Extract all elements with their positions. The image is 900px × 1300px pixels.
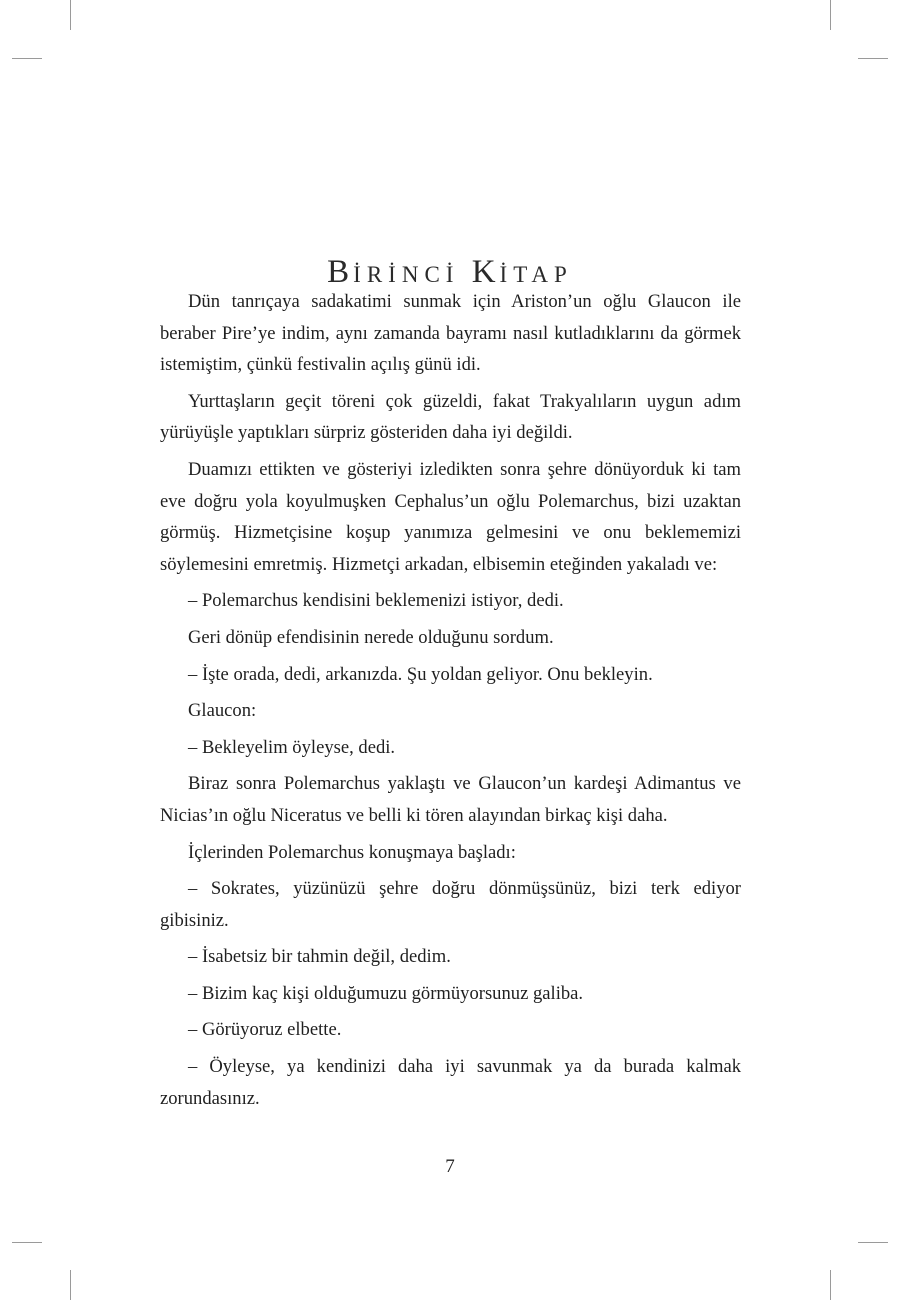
paragraph: Glaucon:	[188, 700, 257, 722]
chapter-body	[160, 286, 741, 1119]
crop-mark-bottom-left-horizontal	[12, 1242, 42, 1243]
paragraph: Yurttaşların geçit töreni çok güzeldi, fakat Trakyalıların uygun adım yürüyüşle yaptıkları sürpriz gösteriden daha iyi değildi.	[160, 390, 741, 444]
chapter-title: BİRİNCİ KİTAP	[327, 254, 573, 291]
paragraph: – Görüyoruz elbette.	[188, 1019, 342, 1041]
paragraph: Dün tanrıçaya sadakatimi sunmak için Ariston’un oğlu Glaucon ile beraber Pire’ye indim, aynı zamanda bayramı nasıl kutladıklarını da görmek istemiştim, çünkü festivalin açılış günü idi.	[160, 291, 741, 376]
paragraph: İçlerinden Polemarchus konuşmaya başladı:	[188, 841, 516, 863]
paragraph: Geri dönüp efendisinin nerede olduğunu sordum.	[188, 626, 554, 648]
crop-mark-top-left-vertical	[70, 0, 71, 30]
crop-mark-bottom-left-vertical	[70, 1270, 71, 1300]
crop-mark-top-left-horizontal	[12, 58, 42, 59]
paragraph: – İşte orada, dedi, arkanızda. Şu yoldan geliyor. Onu bekleyin.	[188, 663, 653, 685]
paragraph: Biraz sonra Polemarchus yaklaştı ve Glaucon’un kardeşi Adimantus ve Nicias’ın oğlu Niceratus ve belli ki tören alayından birkaç kişi daha.	[160, 773, 741, 826]
page-number: 7	[445, 1156, 455, 1177]
paragraph: Duamızı ettikten ve gösteriyi izledikten sonra şehre dönüyorduk ki tam eve doğru yola koyulmuşken Cephalus’un oğlu Polemarchus, bizi uzaktan görmüş. Hizmetçisine koşup yanımıza gelmesini ve onu beklememizi söylemesini emretmiş. Hizmetçi arkadan, elbisemin eteğinden yakaladı ve:	[160, 458, 741, 575]
paragraph: – İsabetsiz bir tahmin değil, dedim.	[188, 946, 451, 968]
crop-mark-bottom-right-horizontal	[858, 1242, 888, 1243]
paragraph: – Sokrates, yüzünüzü şehre doğru dönmüşsünüz, bizi terk ediyor gibisiniz.	[160, 878, 741, 931]
paragraph: – Bizim kaç kişi olduğumuzu görmüyorsunuz galiba.	[188, 982, 584, 1004]
paragraph: – Bekleyelim öyleyse, dedi.	[188, 736, 396, 758]
crop-mark-top-right-horizontal	[858, 58, 888, 59]
crop-mark-bottom-right-vertical	[830, 1270, 831, 1300]
paragraph: – Polemarchus kendisini beklemenizi istiyor, dedi.	[188, 590, 564, 612]
paragraph: – Öyleyse, ya kendinizi daha iyi savunmak ya da burada kalmak zorundasınız.	[160, 1056, 741, 1109]
crop-mark-top-right-vertical	[830, 0, 831, 30]
